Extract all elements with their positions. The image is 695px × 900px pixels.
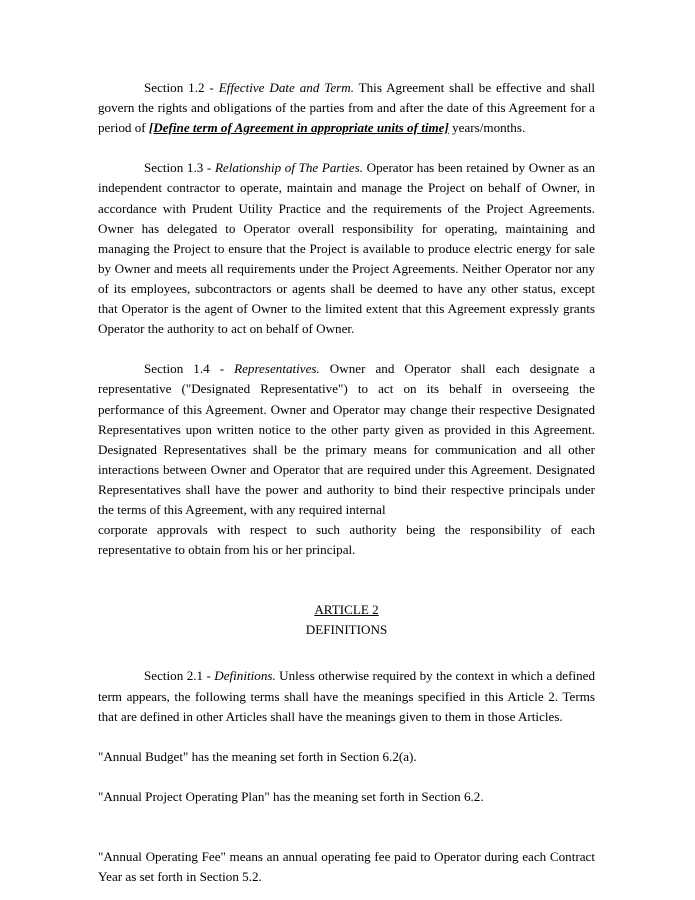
- section-1-4-number: Section 1.4 -: [144, 361, 235, 377]
- section-1-4-continuation-paragraph: corporate approvals with respect to such authority being the responsibility of each representative to obtain from his or her principal.: [98, 522, 595, 558]
- section-2-1-paragraph: [98, 666, 595, 726]
- document-body: [98, 78, 595, 887]
- section-1-3-title: Relationship of The Parties.: [214, 160, 363, 176]
- definition-annual-budget: "Annual Budget" has the meaning set forth in Section 6.2(a).: [98, 748, 417, 764]
- section-1-2-number: Section 1.2 -: [144, 80, 219, 95]
- section-1-2-title: Effective Date and Term.: [218, 80, 354, 95]
- definition-annual-operating-fee: "Annual Operating Fee" means an annual operating fee paid to Operator during each Contract Year as set forth in Section 5.2.: [98, 849, 595, 885]
- section-2-1-number: Section 2.1 -: [144, 668, 215, 684]
- section-1-2-paragraph: [98, 78, 595, 138]
- article-2-number: ARTICLE 2: [314, 602, 379, 618]
- definition-annual-project-operating-plan: "Annual Project Operating Plan" has the meaning set forth in Section 6.2.: [98, 789, 484, 804]
- section-1-2-text-before-fill: This Agreement shall be effective and shall govern the rights and obligations of the parties from and after the date of this Agreement for a period of: [98, 80, 595, 136]
- section-1-3-paragraph: [98, 158, 595, 339]
- section-1-3-text: Operator has been retained by Owner as an independent contractor to operate, maintain and manage the Project on behalf of Owner, in accordance with Prudent Utility Practice and the requirements of the Project Agreements. Owner has delegated to Operator overall responsibility for operating, maintaining and managing the Project to ensure that the Project is available to produce electric energy for sale by Owner and meets all requirements under the Project Agreements. Neither Operator nor any of its employees, subcontractors or agents shall be deemed to have any other status, except that Operator is the agent of Owner to the limited extent that this Agreement expressly grants Operator the authority to act on behalf of Owner.: [98, 160, 595, 337]
- section-1-4-title: Representatives.: [234, 361, 320, 377]
- section-2-1-text: Unless otherwise required by the context in which a defined term appears, the following terms shall have the meanings specified in this Article 2. Terms that are defined in other Articles shall have the meanings given to them in those Articles.: [98, 668, 595, 724]
- article-2-label: DEFINITIONS: [305, 622, 388, 638]
- section-1-2-text-after-fill: years/months.: [448, 120, 526, 136]
- article-2-heading: [98, 600, 595, 640]
- section-2-1-title: Definitions.: [214, 668, 276, 684]
- section-1-3-number: Section 1.3 -: [144, 160, 215, 176]
- section-1-2-fill-in-field[interactable]: [Define term of Agreement in appropriate units of time]: [148, 120, 449, 136]
- section-1-4-paragraph: [98, 359, 595, 520]
- section-1-4-text: Owner and Operator shall each designate a representative ("Designated Representative") to act on its behalf in overseeing the performance of this Agreement. Owner and Operator may change their respective Designated Representatives upon written notice to the other party given as provided in this Agreement. Designated Representatives shall be the primary means for communication and all other interactions between Owner and Operator that are required under this Agreement. Designated Representatives shall have the power and authority to bind their respective principals under the terms of this Agreement, with any required internal: [98, 361, 596, 517]
